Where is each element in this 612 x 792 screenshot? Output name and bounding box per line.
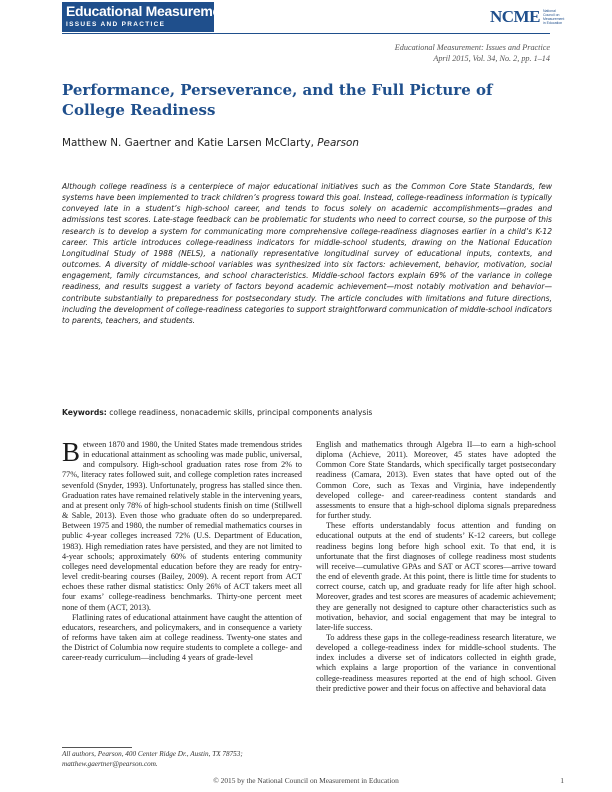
journal-masthead [62, 2, 233, 32]
keywords [62, 408, 552, 417]
ncme-tagline: National Council on Measurement in Education [542, 9, 565, 25]
paper-title: Performance, Perseverance, and the Full Picture of College Readiness [62, 81, 493, 119]
body-paragraph: Between 1870 and 1980, the United States made tremendous strides in educational attainment as schooling was made public, universal, and compulsory. High-school graduation rates rose from 2% to 77%, literacy rates followed suit, and college completion rates increased sevenfold (Snyder, 1993). Unfortunately, progress has stalled since then. Graduation rates have remained relatively stable in the intervening years, and at present only 78% of high-school students finish on time (Stillwell & Sable, 2013). Even those who graduate often do so underprepared. Between 1975 and 1980, the number of remedial mathematics courses in public 4-year colleges increased 72% (U.S. Department of Education, 1983). High remediation rates have persisted, and they are not limited to 4-year schools; approximately 60% of students entering community colleges need developmental education before they are ready for entry-level credit-bearing courses (Bailey, 2009). A recent report from ACT echoes these rather dismal statistics: Only 26% of ACT takers meet all four exams’ college-readiness benchmarks. Thirty-one percent meet none of them (ACT, 2013). [62, 437, 302, 612]
body-column-right [316, 440, 556, 694]
body-paragraph: These efforts understandably focus attention and funding on educational outputs at the end of students’ K-12 careers, but college readiness begins long before high school exit. To that end, it is unfortunate that the first diagnoses of college readiness most students will receive—cumulative GPAs and SAT or ACT scores—arrive toward the end of eleventh grade. At this point, there is little time for students to correct course, catch up, and graduate ready for life after high school. Moreover, grades and test scores are measures of academic achievement; they are generally not designed to capture other characteristics such as motivation, behavior, and social engagement that may be integral to later-life success. [316, 521, 556, 632]
drop-cap: B [62, 437, 81, 467]
copyright-footer: © 2015 by the National Council on Measurement in Education [213, 776, 399, 785]
author-names: Matthew N. Gaertner and Katie Larsen McClarty, [62, 137, 314, 149]
body-paragraph: English and mathematics through Algebra II—to earn a high-school diploma (Achieve, 2011). Moreover, 45 states have adopted the Common Core State Standards, which specifically target postsecondary readiness (Camara, 2013). Even states that have opted out of the Common Core, such as Texas and Virginia, have independently developed college- and career-readiness content standards and assessments to ensure that a high-school diploma signals preparedness for further study. [316, 440, 556, 521]
body-paragraph: Flatlining rates of educational attainment have caught the attention of educators, researchers, and policymakers, and in consequence a variety of reforms have taken aim at college readiness. Twenty-one states and the District of Columbia now require students to complete a college- and career-ready curriculum—including 4 years of grade-level [62, 612, 302, 663]
footnote-divider [62, 747, 132, 748]
page-number: 1 [560, 776, 564, 785]
journal-subtitle: ISSUES AND PRACTICE [66, 21, 166, 28]
masthead-divider [62, 33, 550, 34]
ncme-logo-text: NCME [490, 7, 540, 26]
body-paragraph: To address these gaps in the college-readiness research literature, we developed a college-readiness index for middle-school students. The index includes a diverse set of indicators collected in eighth grade, which explains a large proportion of the variance in conventional college-readiness measures reported at the end of high school. Given their predictive power and their focus on affective and behavioral data [316, 632, 556, 693]
journal-citation-line2: April 2015, Vol. 34, No. 2, pp. 1–14 [433, 54, 550, 63]
journal-citation-line1: Educational Measurement: Issues and Practice [394, 43, 550, 52]
keywords-label: Keywords: [62, 408, 107, 417]
body-column-left [62, 437, 302, 663]
journal-title: Educational Measurement [66, 3, 233, 19]
journal-citation [395, 42, 550, 64]
footnote: All authors, Pearson, 400 Center Ridge Dr., Austin, TX 78753; matthew.gaertner@pearson.com. [62, 750, 243, 768]
keywords-text: college readiness, nonacademic skills, principal components analysis [109, 408, 373, 417]
ncme-logo [490, 6, 565, 28]
abstract: Although college readiness is a centerpiece of major educational initiatives such as the Common Core State Standards, few systems have been implemented to track children’s progress toward this goal. Instead, college-readiness information is typically conveyed late in a student’s high-school career, and tends to focus solely on academic accomplishments—grades and admissions test scores. Late-stage feedback can be problematic for students who need to correct course, so the purpose of this research is to develop a system for communicating more comprehensive college-readiness diagnoses earlier in a child’s K-12 career. This article introduces college-readiness indicators for middle-school students, drawing on the National Education Longitudinal Study of 1988 (NELS), a nationally representative longitudinal survey of educational inputs, contexts, and outcomes. A diversity of middle-school variables was synthesized into six factors: achievement, behavior, motivation, social engagement, family circumstances, and school characteristics. Middle-school factors explain 69% of the variance in college readiness, and results suggest a variety of factors beyond academic achievement—most notably motivation and behavior—contribute substantially to preparedness for postsecondary study. The article concludes with limitations and future directions, including the development of college-readiness categories to support straightforward communication of middle-school indicators to parents, teachers, and students. [62, 182, 552, 325]
author-affiliation: Pearson [317, 137, 359, 149]
author-line [62, 137, 522, 149]
